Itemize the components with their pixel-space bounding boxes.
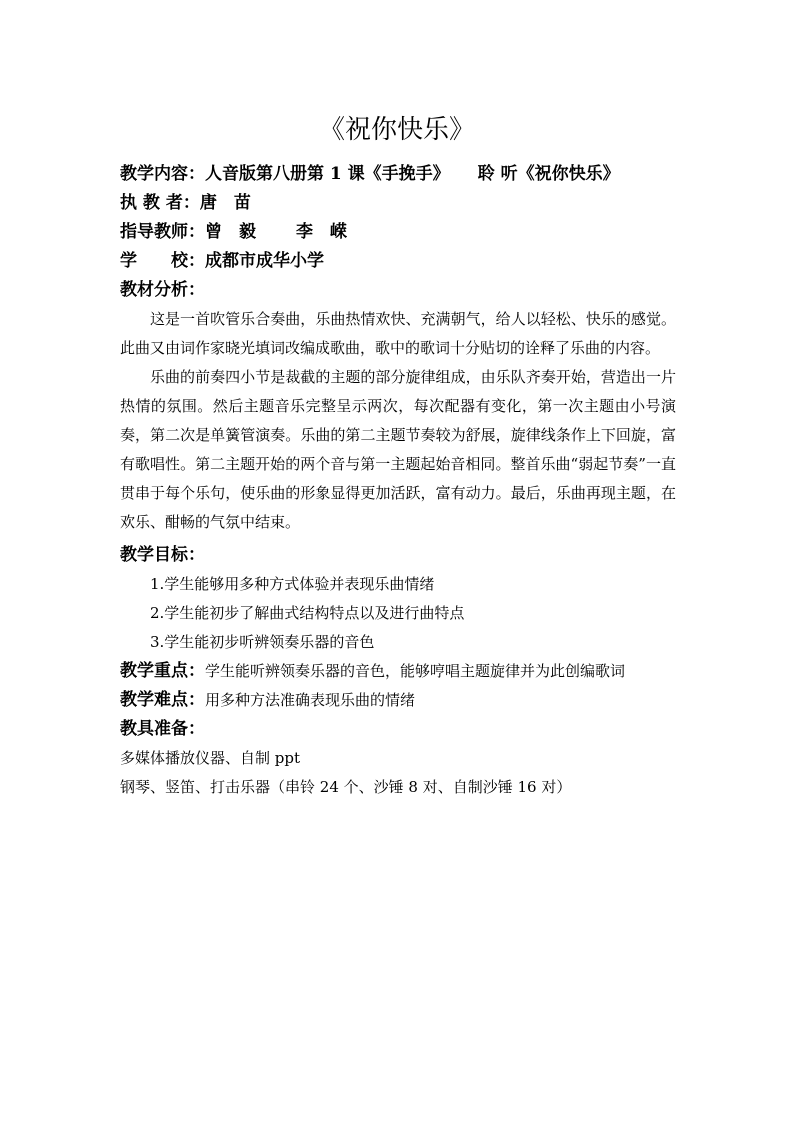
- page-title: 《祝你快乐》: [318, 115, 475, 145]
- analysis-heading: 教材分析：: [120, 280, 205, 300]
- info-teacher-row: [120, 189, 676, 218]
- analysis-paragraph: 这是一首吹管乐合奏曲，乐曲热情欢快、充满朝气，给人以轻松、快乐的感觉。此曲又由词作家晓光填词改编成歌曲，歌中的歌词十分贴切的诠释了乐曲的内容。: [120, 310, 676, 357]
- content-label: 教学内容：: [120, 164, 205, 184]
- document-body: [120, 160, 676, 802]
- content-value-2: 聆 听《祝你快乐》: [477, 164, 620, 184]
- key-point-label: 教学重点：: [120, 661, 205, 681]
- content-value-1: 人音版第八册第 1 课《手挽手》: [205, 164, 450, 184]
- info-advisor-row: [120, 218, 676, 247]
- key-point-value: 学生能听辨领奏乐器的音色，能够哼唱主题旋律并为此创编歌词: [205, 662, 626, 680]
- info-content-row: [120, 160, 676, 189]
- advisor-value-1: 曾 毅: [205, 222, 256, 242]
- advisor-value-2: 李 嵘: [296, 222, 347, 242]
- materials-line: 钢琴、竖笛、打击乐器（串铃 24 个、沙锤 8 对、自制沙锤 16 对）: [120, 778, 572, 796]
- school-value: 成都市成华小学: [205, 251, 324, 271]
- key-point-row: [120, 657, 676, 686]
- goal-item: 2.学生能初步了解曲式结构特点以及进行曲特点: [150, 604, 465, 622]
- teacher-value: 唐 苗: [199, 193, 251, 213]
- goals-heading: 教学目标：: [120, 545, 205, 565]
- info-school-row: [120, 247, 676, 276]
- goal-item: 3.学生能初步听辨领奏乐器的音色: [150, 633, 375, 651]
- materials-heading: 教具准备：: [120, 719, 205, 739]
- teacher-label: 执 教 者：: [120, 193, 200, 213]
- advisor-label: 指导教师：: [120, 222, 205, 242]
- school-label: 学 校：: [120, 251, 205, 271]
- materials-line: 多媒体播放仪器、自制 ppt: [120, 749, 301, 767]
- goal-item: 1.学生能够用多种方式体验并表现乐曲情绪: [150, 575, 435, 593]
- difficulty-value: 用多种方法准确表现乐曲的情绪: [205, 691, 416, 709]
- analysis-paragraph: 乐曲的前奏四小节是裁截的主题的部分旋律组成，由乐队齐奏开始，营造出一片热情的氛围。然后主题音乐完整呈示两次，每次配器有变化，第一次主题由小号演奏，第二次是单簧管演奏。乐曲的第二主题节奏较为舒展，旋律线条作上下回旋，富有歌唱性。第二主题开始的两个音与第一主题起始音相同。整首乐曲“弱起节奏”一直贯串于每个乐句，使乐曲的形象显得更加活跃，富有动力。最后，乐曲再现主题，在欢乐、酣畅的气氛中结束。: [120, 368, 676, 531]
- difficulty-row: [120, 686, 676, 715]
- difficulty-label: 教学难点：: [120, 690, 205, 710]
